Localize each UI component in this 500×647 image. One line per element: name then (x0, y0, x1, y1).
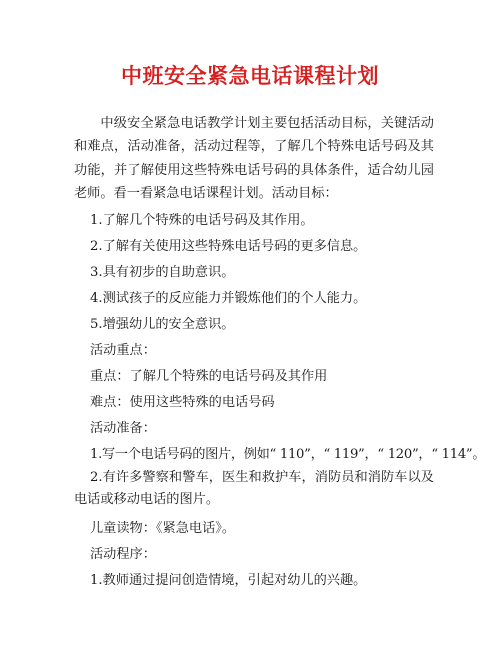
intro-paragraph: 中级安全紧急电话教学计划主要包括活动目标，关键活动和难点，活动准备，活动过程等，了解几个特殊电话号码及其功能，并了解使用这些特殊电话号码的具体条件，适合幼儿园老师。看一看紧急电话课程计划。活动目标： (74, 116, 434, 202)
preparation-item-1: 1.写一个电话号码的图片，例如“ 110”，“ 119”，“ 120”，“ 114”。 (90, 447, 486, 462)
goal-item-3: 3.具有初步的自助意识。 (90, 265, 235, 280)
goal-item-4: 4.测试孩子的反应能力并锻炼他们的个人能力。 (90, 291, 367, 306)
key-point: 重点：了解几个特殊的电话号码及其作用 (90, 369, 328, 384)
document-title: 中班安全紧急电话课程计划 (121, 63, 379, 88)
preparation-item-2: 2.有许多警察和警车，医生和救护车，消防员和消防车以及电话或移动电话的图片。 (74, 470, 434, 507)
children-reading: 儿童读物：《紧急电话》。 (90, 521, 236, 536)
difficulty-point: 难点：使用这些特殊的电话号码 (90, 395, 275, 410)
goal-item-1: 1.了解几个特殊的电话号码及其作用。 (90, 213, 314, 228)
procedure-heading: 活动程序： (90, 547, 156, 562)
goal-item-2: 2.了解有关使用这些特殊电话号码的更多信息。 (90, 239, 367, 254)
key-points-heading: 活动重点： (90, 343, 156, 358)
procedure-item-1: 1.教师通过提问创造情境，引起对幼儿的兴趣。 (90, 573, 367, 588)
goal-item-5: 5.增强幼儿的安全意识。 (90, 317, 235, 332)
preparation-heading: 活动准备： (90, 421, 156, 436)
